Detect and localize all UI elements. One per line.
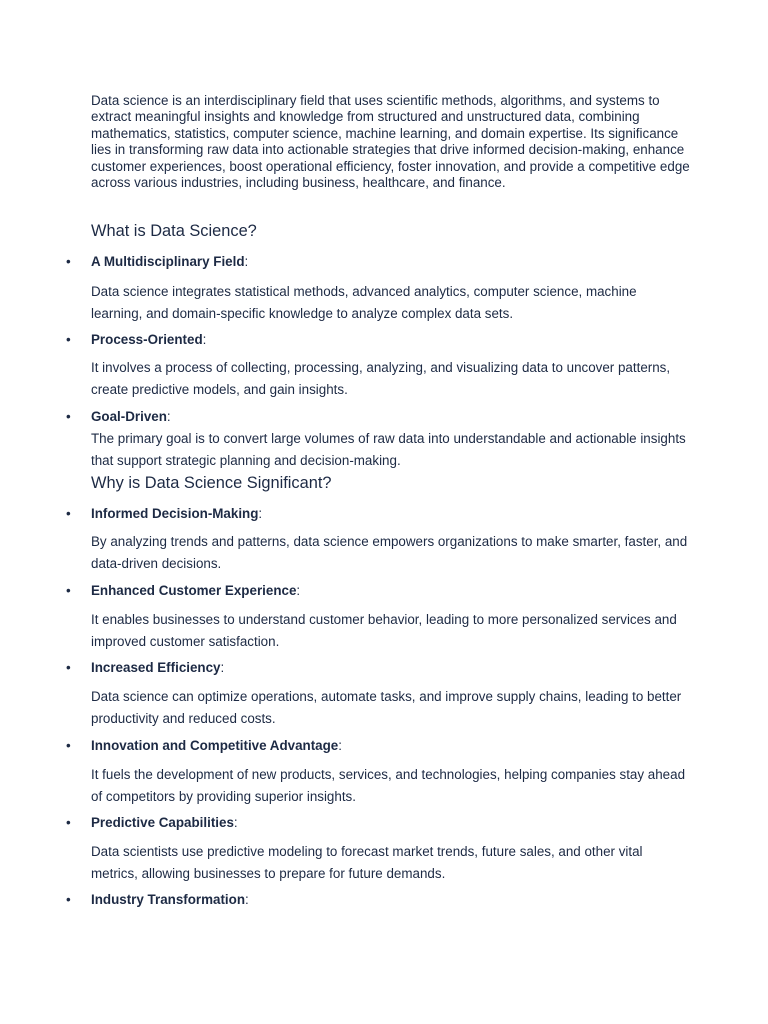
list-item-title <box>91 407 171 427</box>
bullet-icon: • <box>66 738 71 753</box>
list-item <box>0 504 768 524</box>
list-item-text: It enables businesses to understand customer behavior, leading to more personalized services and improved customer satisfaction. <box>91 612 677 649</box>
list-item-title-colon: : <box>244 254 249 269</box>
list-item <box>0 407 768 427</box>
list-item-title-text: Goal-Driven <box>91 409 167 424</box>
list-item-title <box>91 581 300 601</box>
list-item <box>0 890 768 910</box>
bullet-icon: • <box>66 892 71 907</box>
list-item <box>0 658 768 678</box>
list-item-title-colon: : <box>245 892 249 907</box>
list-item-title-text: A Multidisciplinary Field <box>91 254 245 269</box>
bullet-icon: • <box>66 815 71 830</box>
list-item-title-text: Process-Oriented <box>91 332 203 347</box>
list-item-title-text: Enhanced Customer Experience <box>91 583 297 598</box>
list-item-title-text: Predictive Capabilities <box>91 815 234 830</box>
bullet-icon: • <box>66 332 71 347</box>
list-item-text: Data scientists use predictive modeling to forecast market trends, future sales, and other vital metrics, allowing businesses to prepare for future demands. <box>91 844 643 881</box>
section-heading-what-is: What is Data Science? <box>91 222 257 240</box>
bullet-icon: • <box>66 660 71 675</box>
bullet-icon: • <box>66 583 71 598</box>
bullet-icon: • <box>66 254 71 269</box>
list-item-title-colon: : <box>338 738 342 753</box>
list-item-title-text: Industry Transformation <box>91 892 246 907</box>
list-item-title-colon: : <box>258 506 263 521</box>
list-item-text: It involves a process of collecting, processing, analyzing, and visualizing data to uncover patterns, create predictive models, and gain insights. <box>91 360 671 397</box>
bullet-icon: • <box>66 409 71 424</box>
list-item-title <box>91 813 238 833</box>
list-item-title <box>91 736 342 756</box>
list-item-title-colon: : <box>296 583 301 598</box>
list-item-title-text: Increased Efficiency <box>91 660 221 675</box>
section-heading-why-significant: Why is Data Science Significant? <box>91 474 332 492</box>
list-item <box>0 736 768 756</box>
list-item-title <box>91 890 249 910</box>
bullet-icon: • <box>66 506 71 521</box>
list-item-title-colon: : <box>233 815 238 830</box>
list-item <box>0 581 768 601</box>
list-item-title-colon: : <box>166 409 171 424</box>
list-item-title <box>91 252 248 272</box>
list-item-text: Data science can optimize operations, automate tasks, and improve supply chains, leading to better productivity and reduced costs. <box>91 689 682 726</box>
list-item-title-text: Innovation and Competitive Advantage <box>91 738 339 753</box>
intro-paragraph: Data science is an interdisciplinary field that uses scientific methods, algorithms, and systems to extract meaningful insights and knowledge from structured and unstructured data, combining mathematics, statistics, computer science, machine learning, and domain expertise. Its significance lies in transforming raw data into actionable strategies that drive informed decision-making, enhance customer experiences, boost operational efficiency, foster innovation, and provide a competitive edge across various industries, including business, healthcare, and finance. <box>91 93 690 191</box>
list-item-title-text: Informed Decision-Making <box>91 506 259 521</box>
list-item-title <box>91 658 224 678</box>
list-item-title-colon: : <box>220 660 225 675</box>
list-item <box>0 330 768 350</box>
list-item-title-colon: : <box>202 332 207 347</box>
list-item <box>0 252 768 272</box>
list-item <box>0 813 768 833</box>
list-item-text: The primary goal is to convert large volumes of raw data into understandable and actionable insights that support strategic planning and decision-making. <box>91 431 686 468</box>
list-item-text: By analyzing trends and patterns, data science empowers organizations to make smarter, faster, and data-driven decisions. <box>91 534 688 571</box>
list-item-title <box>91 330 206 350</box>
list-item-text: It fuels the development of new products, services, and technologies, helping companies stay ahead of competitors by providing superior insights. <box>91 767 686 804</box>
list-item-title <box>91 504 262 524</box>
list-item-text: Data science integrates statistical methods, advanced analytics, computer science, machine learning, and domain-specific knowledge to analyze complex data sets. <box>91 284 637 321</box>
